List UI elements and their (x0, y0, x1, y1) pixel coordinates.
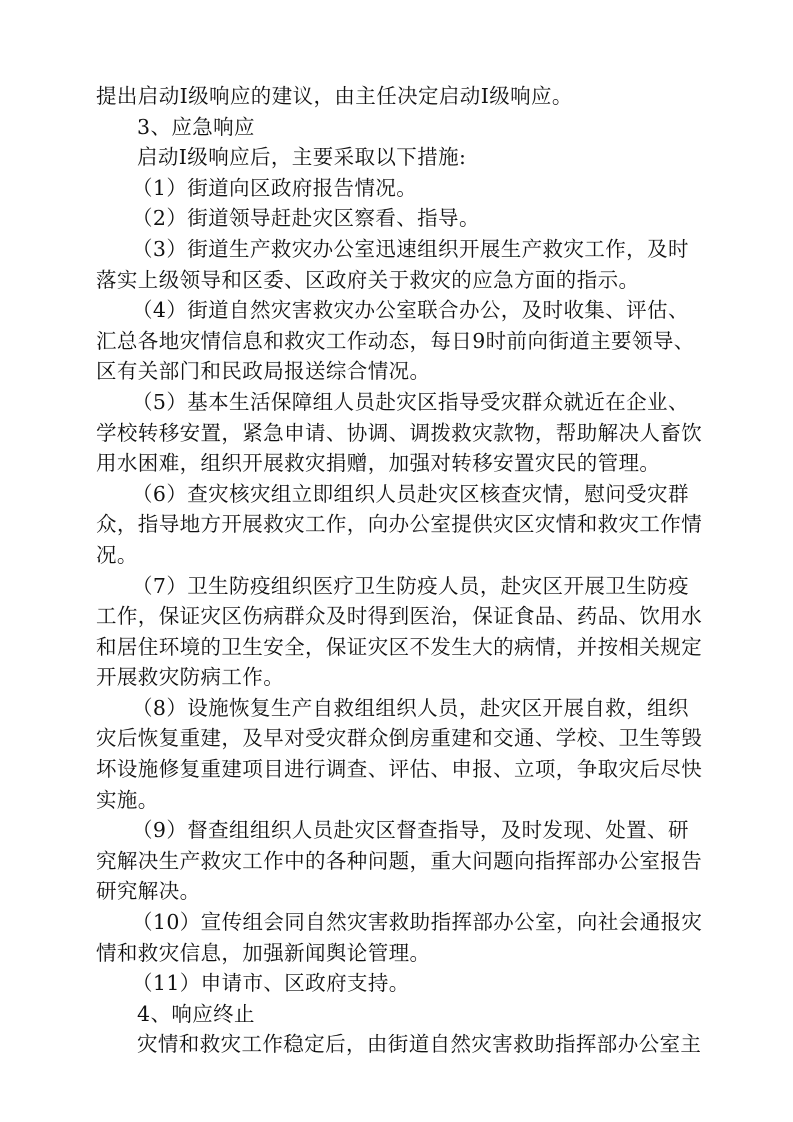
text-line: 情和救灾信息，加强新闻舆论管理。 (96, 940, 431, 965)
list-item: （10）宣传组会同自然灾害救助指挥部办公室，向社会通报灾 (132, 910, 703, 935)
list-item: （3）街道生产救灾办公室迅速组织开展生产救灾工作，及时 (132, 236, 689, 261)
text-line: 工作，保证灾区伤病群众及时得到医治，保证食品、药品、饮用水 (96, 604, 703, 629)
text-line: 和居住环境的卫生安全，保证灾区不发生大的病情，并按相关规定 (96, 634, 703, 659)
text-line: 况。 (96, 542, 138, 567)
text-line: 坏设施修复重建项目进行调查、评估、申报、立项，争取灾后尽快 (96, 757, 703, 782)
text-line: 学校转移安置，紧急申请、协调、调拨救灾款物，帮助解决人畜饮 (96, 420, 703, 445)
list-item: （4）街道自然灾害救灾办公室联合办公，及时收集、评估、 (132, 298, 689, 323)
list-item: （9）督查组组织人员赴灾区督查指导，及时发现、处置、研 (132, 818, 689, 843)
section-heading: 3、应急响应 (137, 114, 255, 139)
text-line: 灾情和救灾工作稳定后，由街道自然灾害救助指挥部办公室主 (137, 1032, 702, 1057)
text-line: 究解决生产救灾工作中的各种问题，重大问题向指挥部办公室报告 (96, 848, 703, 873)
list-item: （1）街道向区政府报告情况。 (132, 175, 418, 200)
text-line: 研究解决。 (96, 879, 201, 904)
list-item: （7）卫生防疫组织医疗卫生防疫人员，赴灾区开展卫生防疫 (132, 573, 689, 598)
list-item: （11）申请市、区政府支持。 (132, 971, 410, 996)
text-line: 启动Ⅰ级响应后，主要采取以下措施: (137, 145, 467, 170)
list-item: （6）查灾核灾组立即组织人员赴灾区核查灾情，慰问受灾群 (132, 481, 689, 506)
list-item: （8）设施恢复生产自救组组织人员，赴灾区开展自救，组织 (132, 695, 689, 720)
text-line: 众，指导地方开展救灾工作，向办公室提供灾区灾情和救灾工作情 (96, 512, 703, 537)
text-line: 开展救灾防病工作。 (96, 665, 285, 690)
text-line: 提出启动Ⅰ级响应的建议，由主任决定启动Ⅰ级响应。 (96, 84, 573, 108)
text-line: 灾后恢复重建，及早对受灾群众倒房重建和交通、学校、卫生等毁 (96, 726, 703, 751)
text-line: 汇总各地灾情信息和救灾工作动态，每日9时前向街道主要领导、 (96, 328, 695, 353)
section-heading: 4、响应终止 (137, 1001, 255, 1026)
list-item: （2）街道领导赶赴灾区察看、指导。 (132, 206, 480, 231)
list-item: （5）基本生活保障组人员赴灾区指导受灾群众就近在企业、 (132, 389, 689, 414)
text-line: 用水困难，组织开展救灾捐赠，加强对转移安置灾民的管理。 (96, 451, 661, 476)
text-line: 落实上级领导和区委、区政府关于救灾的应急方面的指示。 (96, 267, 640, 292)
text-line: 实施。 (96, 787, 159, 812)
text-line: 区有关部门和民政局报送综合情况。 (96, 359, 431, 384)
